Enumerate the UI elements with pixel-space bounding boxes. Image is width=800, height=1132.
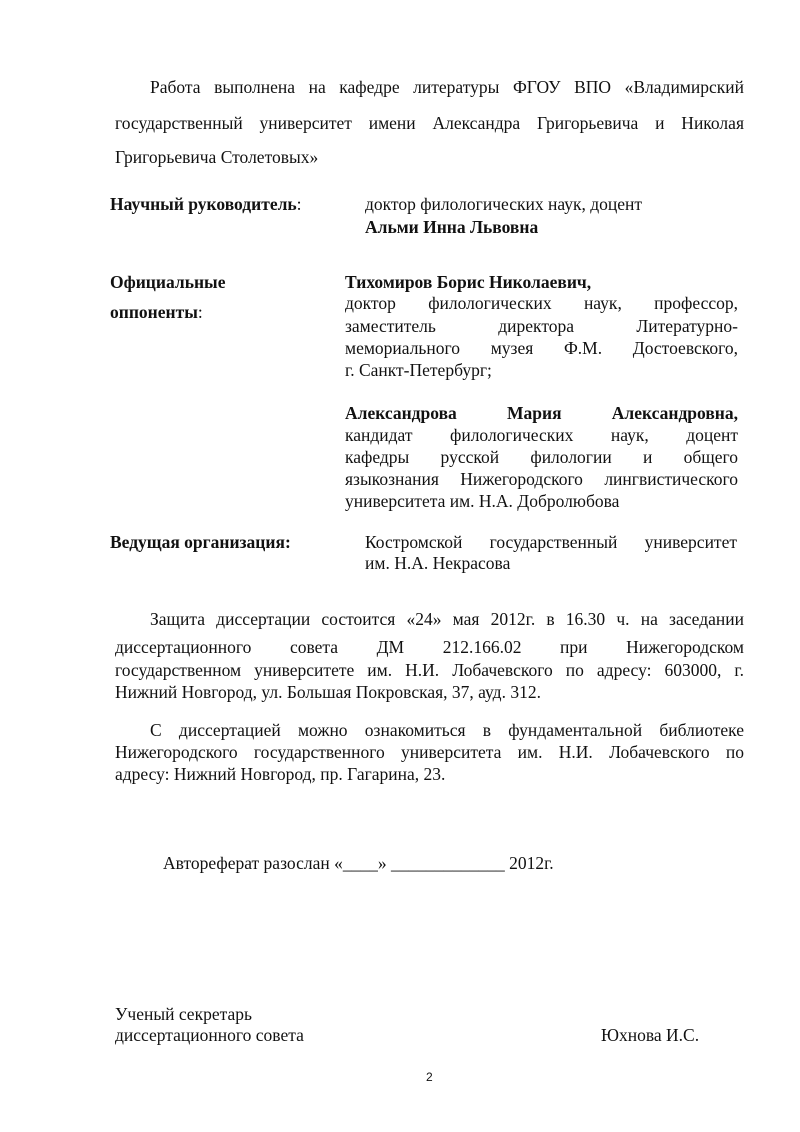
- opponent-1-line-3: мемориального музея Ф.М. Достоевского,: [345, 338, 738, 358]
- opponent-1-line-2: заместитель директора Литературно-: [345, 316, 738, 336]
- opponent-2-line-4: университета им. Н.А. Добролюбова: [345, 491, 620, 511]
- opponent-1-line-4: г. Санкт-Петербург;: [345, 360, 492, 380]
- opponent-2-line-3: языкознания Нижегородского лингвистического: [345, 469, 738, 489]
- supervisor-label: Научный руководитель: [110, 194, 297, 214]
- opponents-label-line-2-block: [110, 302, 203, 323]
- lead-org-line-1: Костромской государственный университет: [365, 532, 737, 552]
- secretary-name: Юхнова И.С.: [601, 1025, 700, 1045]
- opponents-label-line-2: оппоненты: [110, 302, 198, 322]
- library-line-2: Нижегородского государственного университета им. Н.И. Лобачевского по: [115, 742, 744, 762]
- opponent-2-name: Александрова Мария Александровна,: [345, 403, 738, 423]
- secretary-line-2: диссертационного совета: [115, 1025, 304, 1045]
- intro-line-2: государственный университет имени Александра Григорьевича и Николая: [115, 113, 744, 133]
- secretary-line-1: Ученый секретарь: [115, 1004, 252, 1024]
- supervisor-name: Альми Инна Львовна: [365, 217, 539, 237]
- supervisor-title: доктор филологических наук, доцент: [365, 194, 643, 214]
- library-line-3: адресу: Нижний Новгород, пр. Гагарина, 23.: [115, 764, 446, 784]
- opponent-1-name: Тихомиров Борис Николаевич,: [345, 272, 592, 292]
- intro-line-1: Работа выполнена на кафедре литературы ФГОУ ВПО «Владимирский: [150, 77, 744, 97]
- supervisor-colon: :: [296, 194, 302, 214]
- lead-org-line-2: им. Н.А. Некрасова: [365, 553, 511, 573]
- defense-line-2: диссертационного совета ДМ 212.166.02 при Нижегородском: [115, 637, 744, 657]
- supervisor-label-block: [110, 194, 302, 215]
- opponent-2-line-2: кафедры русской филологии и общего: [345, 447, 738, 467]
- library-line-1: С диссертацией можно ознакомиться в фундаментальной библиотеке: [150, 720, 744, 740]
- lead-org-label: Ведущая организация:: [110, 532, 291, 552]
- abstract-sent-line: Автореферат разослан «____» _____________ 2012г.: [163, 853, 554, 873]
- opponents-colon: :: [197, 302, 203, 322]
- opponents-label-line-1: Официальные: [110, 272, 226, 292]
- defense-line-3: государственном университете им. Н.И. Лобачевского по адресу: 603000, г.: [115, 660, 744, 680]
- opponent-2-line-1: кандидат филологических наук, доцент: [345, 425, 738, 445]
- page-number: 2: [426, 1070, 433, 1084]
- intro-line-3: Григорьевича Столетовых»: [115, 147, 319, 167]
- defense-line-4: Нижний Новгород, ул. Большая Покровская, 37, ауд. 312.: [115, 682, 541, 702]
- opponent-1-line-1: доктор филологических наук, профессор,: [345, 293, 738, 313]
- defense-line-1: Защита диссертации состоится «24» мая 2012г. в 16.30 ч. на заседании: [150, 609, 744, 629]
